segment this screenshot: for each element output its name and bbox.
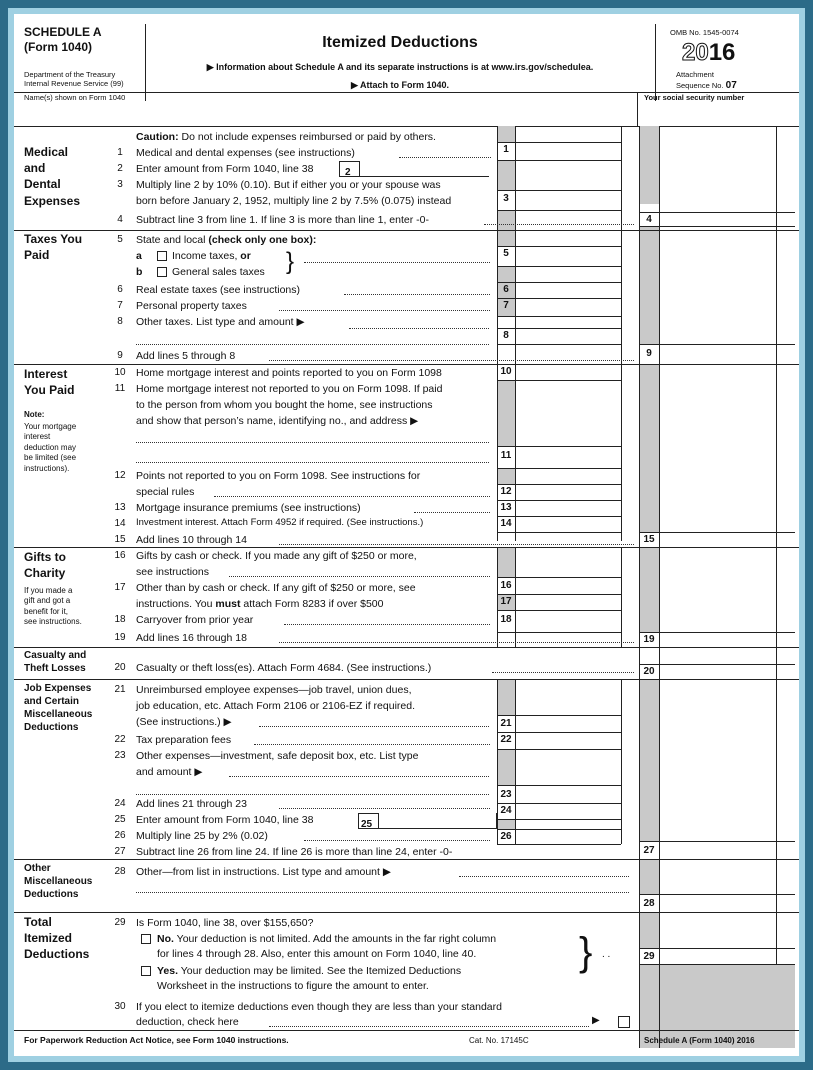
line-15-text: Add lines 10 through 14 <box>136 534 247 546</box>
line-19-num: 19 <box>114 632 126 643</box>
name-label: Name(s) shown on Form 1040 <box>24 93 126 102</box>
shade-r-med <box>639 126 659 204</box>
line-23-text-a: Other expenses—investment, safe deposit box, etc. List type <box>136 750 419 762</box>
line-27-text: Subtract line 26 from line 24. If line 26 is more than line 24, enter -0- <box>136 846 453 858</box>
box-16-label: 16 <box>500 580 512 591</box>
box-19-label: 19 <box>643 634 655 645</box>
interest-note: Your mortgage interest deduction may be limited (see instructions). <box>24 422 77 473</box>
line-20-num: 20 <box>114 662 126 673</box>
line-27-num: 27 <box>114 846 126 857</box>
line-26-num: 26 <box>114 830 126 841</box>
box-23-label: 23 <box>500 789 512 800</box>
line-13-text: Mortgage insurance premiums (see instructions) <box>136 502 361 514</box>
line-28-text: Other—from list in instructions. List type and amount ▶ <box>136 866 391 878</box>
line-29-no-text: No. Your deduction is not limited. Add the amounts in the far right column <box>157 933 497 945</box>
line-1-num: 1 <box>117 147 123 158</box>
line-7-text: Personal property taxes <box>136 300 247 312</box>
box-24-label: 24 <box>500 805 512 816</box>
line-21-input[interactable] <box>259 726 489 727</box>
line-26-text: Multiply line 25 by 2% (0.02) <box>136 830 268 842</box>
line-13-num: 13 <box>114 502 126 513</box>
footer-notice: For Paperwork Reduction Act Notice, see Form 1040 instructions. <box>24 1035 289 1045</box>
line-17-text-a: Other than by cash or check. If any gift of $250 or more, see <box>136 582 416 594</box>
page-frame <box>8 8 805 1062</box>
box-15-label: 15 <box>643 534 655 545</box>
box-17-label: 17 <box>500 596 512 607</box>
section-total: Total Itemized Deductions <box>24 915 90 962</box>
line-11-num: 11 <box>114 383 126 394</box>
line-9-num: 9 <box>117 350 123 361</box>
schedule-a-form <box>14 14 799 1056</box>
line-5a-letter: a <box>136 250 142 262</box>
tax-year: 2016 <box>682 39 736 66</box>
line-8-num: 8 <box>117 316 123 327</box>
interest-note-title: Note: <box>24 410 45 419</box>
line-17-text-b: instructions. You must attach Form 8283 if over $500 <box>136 598 384 610</box>
line-14-num: 14 <box>114 518 126 529</box>
line-30-checkbox[interactable] <box>618 1016 630 1028</box>
line-18-num: 18 <box>114 614 126 625</box>
attach-line: ▶ Attach to Form 1040. <box>350 80 450 90</box>
line-23-num: 23 <box>114 750 126 761</box>
line-19-text: Add lines 16 through 18 <box>136 632 247 644</box>
form-title: SCHEDULE A <box>24 25 102 39</box>
line-11-input[interactable] <box>136 442 489 443</box>
line-16-text-b: see instructions <box>136 566 209 578</box>
line-18-text: Carryover from prior year <box>136 614 254 626</box>
line-21-text-b: job education, etc. Attach Form 2106 or 2106-EZ if required. <box>136 700 415 712</box>
box-10-label: 10 <box>500 366 512 377</box>
arrow-30: ▶ <box>592 1015 600 1026</box>
line-3-text-a: Multiply line 2 by 10% (0.10). But if either you or your spouse was <box>136 179 441 191</box>
brace-5: } <box>286 248 295 275</box>
line-11-text-b: to the person from whom you bought the home, see instructions <box>136 399 433 411</box>
dots-29: . . <box>602 949 611 960</box>
line-6-text: Real estate taxes (see instructions) <box>136 284 300 296</box>
box-29-label: 29 <box>643 951 655 962</box>
line-23-text-b: and amount ▶ <box>136 766 203 778</box>
line-2-box-label: 2 <box>339 161 359 177</box>
gifts-note: If you made a gift and got a benefit for it, see instructions. <box>24 586 82 627</box>
box-6-label: 6 <box>503 284 509 295</box>
line-8-input[interactable] <box>349 328 489 329</box>
ssn-label: Your social security number <box>644 93 745 102</box>
line-16-text-a: Gifts by cash or check. If you made any gift of $250 or more, <box>136 550 417 562</box>
section-gifts: Gifts to Charity <box>24 550 66 581</box>
line-25-num: 25 <box>114 814 126 825</box>
box-14-label: 14 <box>500 518 512 529</box>
line-5a-text: Income taxes, or <box>172 250 251 262</box>
line-22-text: Tax preparation fees <box>136 734 232 746</box>
box-4-label: 4 <box>646 214 652 225</box>
attachment-label: Attachment <box>676 70 714 79</box>
line-21-text-a: Unreimbursed employee expenses—job travel, union dues, <box>136 684 412 696</box>
line-24-num: 24 <box>114 798 126 809</box>
box-1-label: 1 <box>503 144 509 155</box>
line-29-yes-text: Yes. Your deduction may be limited. See the Itemized Deductions <box>157 965 462 977</box>
dept-treasury: Department of the Treasury <box>24 70 116 79</box>
footer-form-id: Schedule A (Form 1040) 2016 <box>644 1036 755 1045</box>
section-casualty: Casualty and Theft Losses <box>24 650 87 674</box>
section-interest: Interest You Paid <box>24 367 75 398</box>
box-8-label: 8 <box>503 330 509 341</box>
line-29-text: Is Form 1040, line 38, over $155,650? <box>136 917 314 929</box>
line-29-yes-text-2: Worksheet in the instructions to figure the amount to enter. <box>157 980 429 992</box>
box-7-label: 7 <box>503 300 509 311</box>
line-2-text: Enter amount from Form 1040, line 38 <box>136 163 314 175</box>
section-taxes: Taxes You Paid <box>24 232 83 263</box>
line-21-text-c: (See instructions.) ▶ <box>136 716 232 728</box>
box-18-label: 18 <box>500 614 512 625</box>
line-5b-letter: b <box>136 266 143 278</box>
line-29-num: 29 <box>114 917 126 928</box>
line-5a-checkbox[interactable] <box>157 251 167 261</box>
line-28-input[interactable] <box>459 876 629 877</box>
line-25-input[interactable] <box>378 813 497 829</box>
box-13-label: 13 <box>500 502 512 513</box>
section-medical: Medical and Dental Expenses <box>24 145 81 208</box>
section-other: Other Miscellaneous Deductions <box>24 863 93 900</box>
line-6-num: 6 <box>117 284 123 295</box>
box-26-label: 26 <box>500 831 512 842</box>
box-12-label: 12 <box>500 486 512 497</box>
footer-cat: Cat. No. 17145C <box>469 1036 529 1045</box>
line-20-text: Casualty or theft loss(es). Attach Form 4684. (See instructions.) <box>136 662 432 674</box>
line-1-text: Medical and dental expenses (see instructions) <box>136 147 355 159</box>
line-14-text: Investment interest. Attach Form 4952 if required. (See instructions.) <box>136 517 424 528</box>
box-5-label: 5 <box>503 248 509 259</box>
line-15-num: 15 <box>114 534 126 545</box>
line-29-no-text-2: for lines 4 through 28. Also, enter this amount on Form 1040, line 40. <box>157 948 477 960</box>
line-12-text-a: Points not reported to you on Form 1098. See instructions for <box>136 470 421 482</box>
line-12-text-b: special rules <box>136 486 195 498</box>
line-11-text-c: and show that person’s name, identifying no., and address ▶ <box>136 415 419 427</box>
brace-29: } <box>579 930 593 974</box>
box-22-label: 22 <box>500 734 512 745</box>
line-17-num: 17 <box>114 582 126 593</box>
line-12-num: 12 <box>114 470 126 481</box>
box-11-label: 11 <box>500 450 512 461</box>
line-23-input[interactable] <box>229 776 489 777</box>
line-8-text: Other taxes. List type and amount ▶ <box>136 316 305 328</box>
line-9-text: Add lines 5 through 8 <box>136 350 236 362</box>
box-27-label: 27 <box>643 845 655 856</box>
line-5-num: 5 <box>117 234 123 245</box>
section-job: Job Expenses and Certain Miscellaneous Deductions <box>24 683 93 733</box>
line-2-input[interactable] <box>359 161 489 177</box>
line-29-yes-checkbox[interactable] <box>141 966 151 976</box>
line-29-no-checkbox[interactable] <box>141 934 151 944</box>
box-9-label: 9 <box>646 348 652 359</box>
caution: Caution: Do not include expenses reimbursed or paid by others. <box>136 131 436 143</box>
omb-number: OMB No. 1545-0074 <box>670 28 739 37</box>
line-28-num: 28 <box>114 866 126 877</box>
line-4-text: Subtract line 3 from line 1. If line 3 is more than line 1, enter -0- <box>136 214 429 226</box>
box-21-label: 21 <box>500 718 512 729</box>
line-25-text: Enter amount from Form 1040, line 38 <box>136 814 314 826</box>
line-3-num: 3 <box>117 179 123 190</box>
form-subtitle: (Form 1040) <box>24 40 93 54</box>
line-30-text-b: deduction, check here <box>136 1016 239 1028</box>
line-7-num: 7 <box>117 300 123 311</box>
line-5b-text: General sales taxes <box>172 266 265 278</box>
box-28-label: 28 <box>643 898 655 909</box>
line-11-text-a: Home mortgage interest not reported to you on Form 1098. If paid <box>136 383 443 395</box>
line-10-num: 10 <box>114 367 126 378</box>
line-22-num: 22 <box>114 734 126 745</box>
box-20-label: 20 <box>643 666 655 677</box>
line-16-num: 16 <box>114 550 126 561</box>
page-title: Itemized Deductions <box>322 34 478 51</box>
ssn-field[interactable] <box>638 104 795 122</box>
line-4-num: 4 <box>117 214 123 225</box>
sequence-label: Sequence No. 07 <box>676 80 737 91</box>
line-30-text-a: If you elect to itemize deductions even though they are less than your standard <box>136 1001 502 1013</box>
box-3-label: 3 <box>503 193 509 204</box>
line-5b-checkbox[interactable] <box>157 267 167 277</box>
line-24-text: Add lines 21 through 23 <box>136 798 247 810</box>
line-2-num: 2 <box>117 163 123 174</box>
line-30-num: 30 <box>114 1001 126 1012</box>
line-21-num: 21 <box>114 684 126 695</box>
line-10-text: Home mortgage interest and points reported to you on Form 1098 <box>136 367 442 379</box>
dept-irs: Internal Revenue Service (99) <box>24 79 124 88</box>
line-5-text: State and local (check only one box): <box>136 234 317 246</box>
name-field[interactable] <box>24 104 634 122</box>
line-3-text-b: born before January 2, 1952, multiply line 2 by 7.5% (0.075) instead <box>136 195 452 207</box>
info-line: ▶ Information about Schedule A and its separate instructions is at www.irs.gov/schedulea. <box>206 62 594 72</box>
line-25-box-label: 25 <box>358 813 378 829</box>
